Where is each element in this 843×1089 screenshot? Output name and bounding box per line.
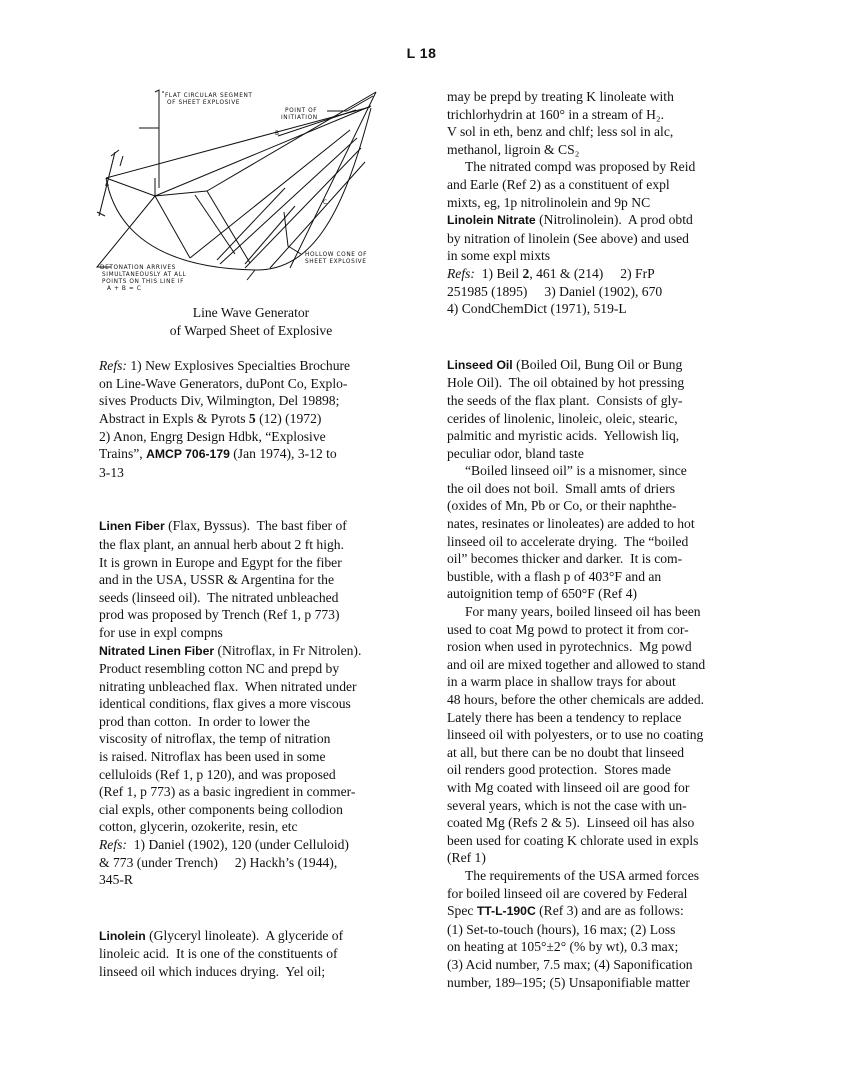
spec-number: TT-L-190C bbox=[476, 904, 536, 919]
entry-line: been used for coating K chlorate used in expls bbox=[447, 832, 699, 848]
tangent-line bbox=[155, 106, 371, 196]
figure-label-hollow-cone-1: HOLLOW CONE OF bbox=[305, 252, 368, 258]
refs-line: Abstract in Expls & Pyrots bbox=[99, 410, 249, 426]
entry-line: celluloids (Ref 1, p 120), and was proposed bbox=[99, 766, 336, 782]
entry-line: trichlorhydrin at 160° in a stream of H₂. bbox=[447, 106, 665, 122]
entry-line: palmitic and myristic acids. Yellowish liq, bbox=[447, 428, 680, 444]
refs-volume: 5 bbox=[248, 410, 256, 426]
entry-line: Spec bbox=[447, 903, 477, 919]
figure-label-detonation-4: A + B = C bbox=[107, 286, 142, 292]
refs-line: sives Products Div, Wilmington, Del 19898; bbox=[99, 393, 340, 409]
figure-label-detonation-3: POINTS ON THIS LINE IF bbox=[102, 279, 185, 285]
entry-term: Nitrated Linen Fiber bbox=[99, 643, 215, 658]
refs-line: (Jan 1974), 3-12 to bbox=[229, 446, 337, 462]
entry-line: (Flax, Byssus). The bast fiber of bbox=[164, 518, 347, 534]
figure-drawing bbox=[95, 88, 407, 300]
entry-line: identical conditions, flax gives a more viscous bbox=[99, 696, 351, 712]
cone-edge-top bbox=[207, 92, 376, 191]
figure-letter-b: B bbox=[275, 131, 280, 137]
entry-line: with Mg coated with linseed oil are good for bbox=[447, 779, 690, 795]
entry-line: used to coat Mg powd to protect it from cor- bbox=[447, 621, 689, 637]
refs-line: 345-R bbox=[99, 872, 133, 888]
refs-amcp: AMCP 706-179 bbox=[146, 447, 230, 462]
refs-line: 1) Daniel (1902), 120 (under Celluloid) bbox=[126, 837, 349, 853]
entry-term: Linen Fiber bbox=[99, 519, 165, 534]
entry-line: and Earle (Ref 2) as a constituent of expl bbox=[447, 176, 670, 192]
refs-label: Refs: bbox=[447, 265, 475, 281]
entry-line: seeds (linseed oil). The nitrated unbleached bbox=[99, 589, 339, 605]
figure-refs bbox=[99, 357, 411, 481]
entry-line: and in the USA, USSR & Argentina for the bbox=[99, 572, 334, 588]
entry-linolein-nitrate bbox=[447, 211, 757, 318]
entry-line: The requirements of the USA armed forces bbox=[465, 867, 700, 883]
refs-line: 4) CondChemDict (1971), 519-L bbox=[447, 301, 627, 317]
figure-label-detonation-2: SIMULTANEOUSLY AT ALL bbox=[102, 272, 187, 278]
entry-line: linseed oil which induces drying. Yel oil; bbox=[99, 964, 326, 979]
entry-line: cerides of linolenic, linoleic, oleic, stearic, bbox=[447, 410, 678, 426]
page-number: L 18 bbox=[406, 45, 437, 61]
entry-line: (oxides of Mn, Pb or Co, or their naphthe- bbox=[447, 498, 677, 514]
entry-line: at all, but there can be no doubt that linseed bbox=[447, 744, 685, 760]
entry-line: nitrating unbleached flax. When nitrated under bbox=[99, 678, 357, 694]
refs-volume: 2 bbox=[522, 265, 530, 281]
refs-line: 2) Anon, Engrg Design Hdbk, “Explosive bbox=[99, 428, 326, 444]
right-column bbox=[447, 88, 757, 991]
entry-line: (Ref 1) bbox=[447, 850, 486, 866]
figure-label-hollow-cone-2: SHEET EXPLOSIVE bbox=[305, 259, 367, 265]
refs-line: & 773 (under Trench) 2) Hackh’s (1944), bbox=[99, 854, 338, 870]
refs-line: 1) New Explosives Specialties Brochure bbox=[130, 358, 351, 374]
figure-letter-c: C bbox=[323, 200, 328, 206]
entry-line: in a warm place in shallow trays for about bbox=[447, 674, 676, 690]
entry-line: oil renders good protection. Stores made bbox=[447, 762, 671, 778]
figure-label-flat-segment-2: OF SHEET EXPLOSIVE bbox=[167, 100, 241, 106]
figure-label-flat-segment-1: FLAT CIRCULAR SEGMENT bbox=[165, 93, 253, 99]
entry-line: (Nitroflax, in Fr Nitrolen). bbox=[214, 642, 362, 658]
entry-line: rosion when used in pyrotechnics. Mg powd bbox=[447, 639, 692, 655]
entry-line: (Boiled Oil, Bung Oil or Bung bbox=[512, 356, 683, 372]
entry-line: (3) Acid number, 7.5 max; (4) Saponification bbox=[447, 956, 693, 972]
entry-linseed-oil bbox=[447, 356, 757, 991]
entry-term: Linolein Nitrate bbox=[447, 213, 536, 228]
refs-line: , 461 & (214) 2) FrP bbox=[529, 265, 655, 281]
figure-caption bbox=[99, 304, 403, 339]
entry-line: “Boiled linseed oil” is a misnomer, since bbox=[465, 463, 687, 479]
entry-line: (Glyceryl linoleate). A glyceride of bbox=[145, 927, 344, 943]
entry-line: the seeds of the flax plant. Consists of gly- bbox=[447, 392, 683, 408]
entry-line: prod than cotton. In order to lower the bbox=[99, 713, 311, 729]
entry-linolein bbox=[99, 927, 411, 981]
entry-line: the flax plant, an annual herb about 2 ft high. bbox=[99, 536, 344, 552]
refs-line: on Line-Wave Generators, duPont Co, Explo- bbox=[99, 375, 348, 391]
refs-line: 1) Beil bbox=[474, 265, 523, 281]
entry-line: the oil does not boil. Small amts of driers bbox=[447, 480, 676, 496]
entry-line: several years, which is not the case with un- bbox=[447, 797, 687, 813]
figure-label-point-1: POINT OF bbox=[285, 108, 318, 114]
entry-line: on heating at 105°±2° (% by wt), 0.3 max; bbox=[447, 939, 679, 955]
refs-line: 251985 (1895) 3) Daniel (1902), 670 bbox=[447, 283, 663, 299]
refs-label: Refs: bbox=[99, 837, 127, 853]
entry-line: For many years, boiled linseed oil has been bbox=[465, 604, 701, 620]
entry-line: linseed oil to accelerate drying. The “boiled bbox=[447, 533, 689, 549]
flat-segment-leader bbox=[155, 90, 159, 188]
entry-line: autoignition temp of 650°F (Ref 4) bbox=[447, 586, 638, 602]
entry-line: cial expls, other components being collodion bbox=[99, 801, 343, 817]
refs-line: (12) (1972) bbox=[255, 410, 322, 426]
entry-line: Lately there has been a tendency to replace bbox=[447, 709, 682, 725]
entry-linen-fiber bbox=[99, 517, 411, 641]
entry-line: bustible, with a flash p of 403°F and an bbox=[447, 568, 662, 584]
entry-line: peculiar odor, bland taste bbox=[447, 445, 584, 461]
entry-line: 48 hours, before the other chemicals are added. bbox=[447, 692, 705, 707]
figure-caption-line: of Warped Sheet of Explosive bbox=[169, 322, 333, 338]
entry-line: Product resembling cotton NC and prepd by bbox=[99, 661, 340, 677]
figure-label-point-2: INITIATION bbox=[281, 115, 318, 121]
entry-line: may be prepd by treating K linoleate with bbox=[447, 89, 674, 104]
entry-line: (Ref 3) and are as follows: bbox=[535, 903, 684, 919]
entry-line: mixts, eg, 1p nitrolinolein and 9p NC bbox=[447, 194, 651, 210]
entry-line: coated Mg (Refs 2 & 5). Linseed oil has also bbox=[447, 815, 695, 831]
entry-nitrated-linen-fiber bbox=[99, 642, 411, 889]
left-column bbox=[99, 88, 411, 981]
detonation-leader bbox=[97, 196, 155, 267]
entry-line: linseed oil with polyesters, or to use no coating bbox=[447, 727, 704, 743]
entry-line: (1) Set-to-touch (hours), 16 max; (2) Loss bbox=[447, 921, 676, 937]
entry-line: Hole Oil). The oil obtained by hot pressing bbox=[447, 375, 685, 391]
entry-line: V sol in eth, benz and chlf; less sol in alc, bbox=[447, 124, 674, 140]
entry-line: linoleic acid. It is one of the constituents of bbox=[99, 946, 338, 962]
entry-line: and oil are mixed together and allowed to stand bbox=[447, 656, 706, 672]
entry-line: nates, resinates or linoleates) are added to hot bbox=[447, 516, 695, 532]
entry-line: cotton, glycerin, ozokerite, resin, etc bbox=[99, 819, 298, 835]
figure-letter-a: A bbox=[105, 182, 110, 188]
entry-line: methanol, ligroin & CS₂ bbox=[447, 141, 580, 157]
refs-label: Refs: bbox=[99, 358, 127, 374]
entry-line: in some expl mixts bbox=[447, 248, 551, 264]
entry-line: It is grown in Europe and Egypt for the fiber bbox=[99, 554, 342, 570]
entry-line: for boiled linseed oil are covered by Federal bbox=[447, 885, 688, 901]
refs-line: Trains”, bbox=[99, 446, 147, 462]
figure-label-detonation-1: DETONATION ARRIVES bbox=[100, 265, 176, 271]
entry-line: prod was proposed by Trench (Ref 1, p 773) bbox=[99, 607, 340, 623]
entry-line: viscosity of nitroflax, the temp of nitration bbox=[99, 731, 331, 747]
refs-line: 3-13 bbox=[99, 464, 124, 480]
entry-line: (Ref 1, p 773) as a basic ingredient in commer- bbox=[99, 784, 356, 800]
entry-line: (Nitrolinolein). A prod obtd bbox=[535, 212, 693, 228]
entry-line: by nitration of linolein (See above) and used bbox=[447, 230, 689, 246]
figure-caption-line: Line Wave Generator bbox=[192, 305, 310, 320]
line-wave-generator-figure bbox=[95, 88, 407, 300]
entry-line: for use in expl compns bbox=[99, 624, 223, 640]
cone-base-curve bbox=[106, 108, 371, 270]
entry-line: oil” becomes thicker and darker. It is com- bbox=[447, 551, 683, 567]
entry-line: is raised. Nitroflax has been used in some bbox=[99, 749, 326, 765]
entry-linolein-continued bbox=[447, 88, 757, 211]
entry-line: number, 189–195; (5) Unsaponifiable matter bbox=[447, 974, 690, 990]
entry-line: The nitrated compd was proposed by Reid bbox=[465, 159, 696, 175]
entry-term: Linolein bbox=[99, 928, 146, 943]
entry-term: Linseed Oil bbox=[447, 357, 513, 372]
